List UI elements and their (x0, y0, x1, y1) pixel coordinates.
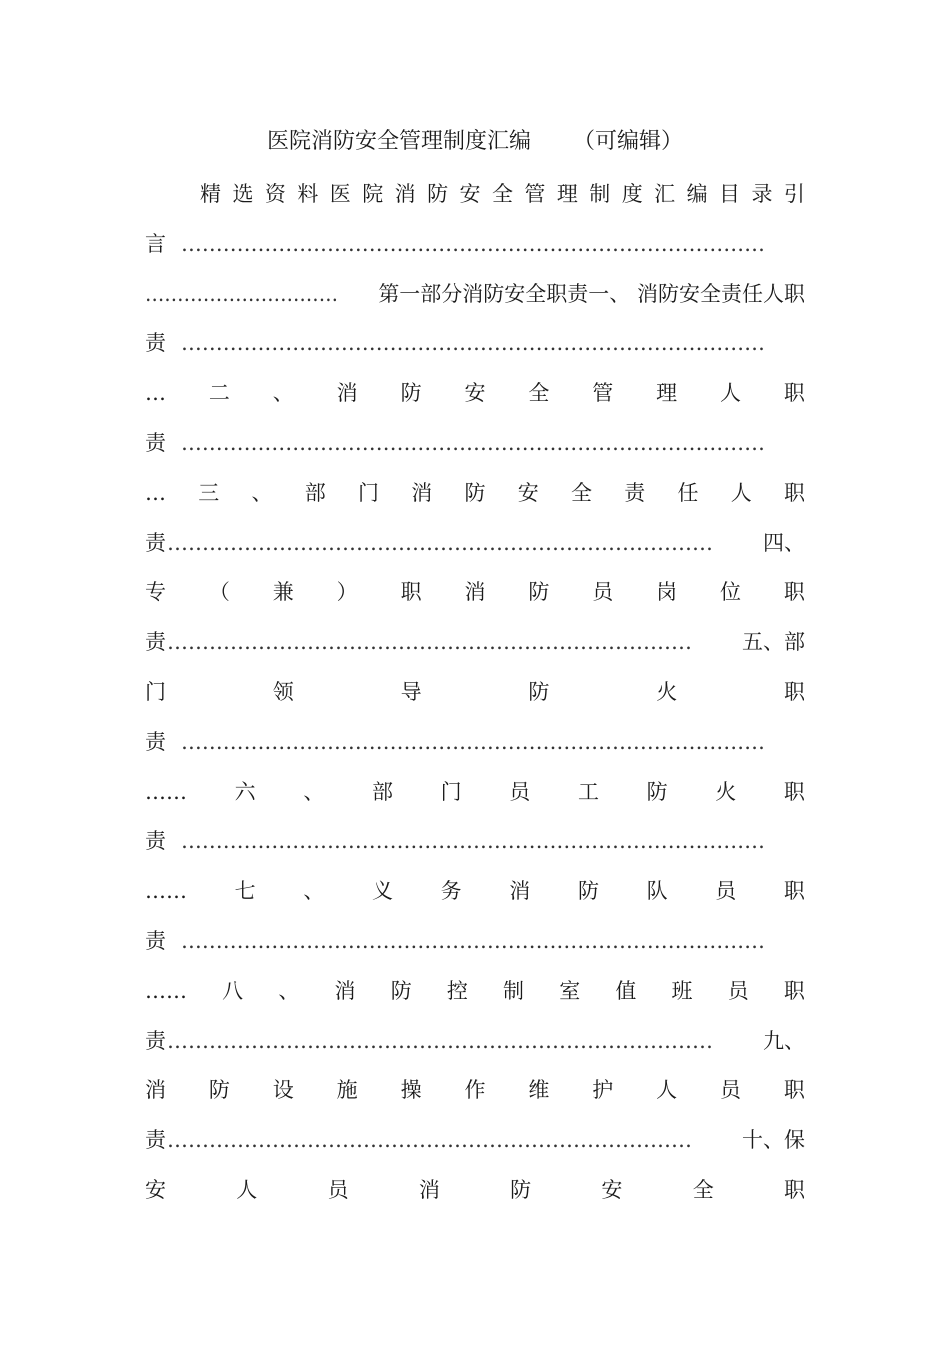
toc-char: 职 (783, 680, 805, 704)
toc-char: 七 (234, 879, 256, 904)
toc-line (145, 823, 805, 859)
toc-char: 、 (278, 978, 300, 1003)
toc-char: 职 (783, 381, 805, 406)
toc-char: 控 (446, 978, 468, 1003)
toc-char: 录 (751, 182, 773, 206)
toc-char: … (145, 480, 166, 505)
toc-char: 院 (362, 182, 384, 206)
toc-char: …… (145, 779, 187, 804)
toc-char: 管 (592, 381, 614, 406)
toc-char: 消 (394, 182, 416, 206)
toc-char: 度 (621, 182, 643, 206)
toc-char: 防 (390, 978, 412, 1003)
toc-char: 制 (503, 978, 525, 1003)
toc-line (145, 574, 805, 610)
toc-char: 防 (427, 182, 449, 206)
toc-char: 防 (528, 680, 550, 704)
toc-char: 消 (509, 879, 531, 904)
toc-line-lead: 责 (145, 829, 166, 854)
toc-char: 值 (615, 978, 637, 1003)
toc-char: 消 (464, 580, 486, 605)
dot-leader: ………………………………………………………………… (167, 1128, 692, 1153)
toc-char: 安 (464, 381, 486, 406)
toc-char: 全 (528, 381, 550, 406)
toc-line-lead: 责 (145, 431, 166, 455)
toc-line-lead: 责 (145, 530, 166, 555)
toc-char: 理 (656, 381, 678, 406)
toc-char: 工 (577, 779, 599, 804)
toc-char: 消 (334, 978, 356, 1003)
toc-line (145, 375, 805, 411)
toc-char: 八 (222, 978, 244, 1003)
toc-char: 防 (577, 879, 599, 904)
toc-char: 安 (517, 480, 539, 505)
toc-char: 消 (145, 1078, 166, 1103)
toc-char: 料 (297, 182, 319, 206)
toc-line-tail: 第一部分消防安全职责一、 消防安全责任人职 (378, 281, 805, 306)
toc-char: ） (336, 580, 358, 605)
toc-line-lead: 责 (145, 1028, 166, 1053)
toc-line-lead: 责 (145, 630, 166, 655)
toc-line (200, 176, 805, 212)
toc-char: 全 (571, 480, 592, 505)
toc-char: 三 (198, 480, 220, 505)
toc-line (145, 325, 805, 361)
toc-char: 责 (624, 480, 646, 505)
toc-char: 安 (601, 1178, 623, 1202)
toc-char: 全 (692, 1178, 714, 1202)
toc-line-tail: 四、 (763, 530, 805, 555)
toc-char: 队 (646, 879, 668, 904)
toc-line-lead: 责 (145, 929, 166, 953)
toc-char: 职 (783, 978, 805, 1003)
toc-char: 职 (783, 580, 805, 605)
toc-char: 职 (783, 879, 805, 904)
toc-char: 员 (327, 1178, 349, 1202)
toc-line-tail: 五、部 (742, 630, 805, 655)
toc-char: 消 (411, 480, 433, 505)
toc-char: 专 (145, 580, 166, 605)
toc-line (145, 774, 805, 810)
toc-char: 汇 (654, 182, 676, 206)
dot-leader: ………………………………………………………………………… (181, 231, 765, 256)
toc-line-lead: 言 (145, 231, 166, 256)
toc-char: 、 (272, 381, 294, 406)
toc-char: 操 (400, 1078, 422, 1103)
toc-char: …… (145, 879, 187, 904)
toc-char: 资 (264, 182, 286, 206)
toc-char: 安 (145, 1178, 166, 1202)
dot-leader: ………………………………………………………………………… (181, 729, 765, 754)
toc-char: 防 (646, 779, 668, 804)
toc-char: 门 (440, 779, 462, 804)
toc-char: 二 (208, 381, 230, 406)
dot-leader: ………………………… (145, 281, 338, 306)
toc-char: 理 (556, 182, 578, 206)
toc-line (145, 724, 805, 760)
dot-leader: …………………………………………………………………… (167, 530, 713, 555)
toc-char: 人 (730, 480, 752, 505)
dot-leader: ………………………………………………………………………… (181, 331, 765, 356)
toc-char: 职 (400, 580, 422, 605)
document-title: 医院消防安全管理制度汇编 （可编辑） (267, 129, 683, 154)
toc-char: 人 (236, 1178, 258, 1202)
toc-line (145, 1023, 805, 1059)
toc-char: 岗 (656, 580, 678, 605)
toc-line (145, 873, 805, 909)
toc-char: 职 (783, 1078, 805, 1103)
toc-char: 导 (400, 680, 422, 704)
toc-char: 员 (509, 779, 531, 804)
toc-char: 精 (200, 182, 221, 206)
toc-line (145, 276, 805, 312)
toc-char: 医 (329, 182, 351, 206)
toc-char: 、 (303, 779, 325, 804)
toc-char: 室 (559, 978, 581, 1003)
toc-char: 员 (720, 1078, 742, 1103)
toc-char: 火 (715, 779, 737, 804)
toc-line (145, 674, 805, 710)
toc-line (145, 624, 805, 660)
toc-char: 编 (686, 182, 708, 206)
toc-char: 、 (303, 879, 325, 904)
dot-leader: ………………………………………………………………… (167, 630, 692, 655)
toc-line-tail: 十、保 (742, 1128, 805, 1153)
toc-char: 护 (592, 1078, 614, 1103)
toc-char: 任 (677, 480, 699, 505)
toc-char: 兼 (272, 580, 294, 605)
toc-char: 员 (592, 580, 614, 605)
toc-char: 义 (371, 879, 393, 904)
toc-char: 职 (783, 779, 805, 804)
toc-char: 门 (145, 680, 166, 704)
toc-line-tail: 九、 (763, 1028, 805, 1053)
toc-char: 六 (234, 779, 256, 804)
toc-char: 员 (715, 879, 737, 904)
toc-char: 防 (400, 381, 422, 406)
toc-char: 引 (783, 182, 805, 206)
toc-char: 门 (358, 480, 379, 505)
toc-char: 班 (671, 978, 693, 1003)
toc-char: 人 (720, 381, 742, 406)
toc-line (145, 475, 805, 511)
toc-char: 消 (336, 381, 358, 406)
toc-line (145, 226, 805, 262)
toc-char: 员 (727, 978, 749, 1003)
toc-char: …… (145, 978, 187, 1003)
toc-char: 选 (232, 182, 254, 206)
toc-char: 职 (784, 480, 805, 505)
toc-char: 火 (656, 680, 678, 704)
toc-char: 目 (719, 182, 740, 206)
toc-char: 领 (272, 680, 294, 704)
toc-char: 、 (251, 480, 273, 505)
toc-char: （ (208, 580, 230, 605)
toc-line (145, 973, 805, 1009)
dot-leader: ………………………………………………………………………… (181, 829, 765, 854)
toc-line (145, 923, 805, 959)
toc-line-lead: 责 (145, 1128, 166, 1153)
toc-char: 务 (440, 879, 462, 904)
toc-char: 管 (524, 182, 546, 206)
toc-char: 设 (272, 1078, 294, 1103)
toc-line (145, 1172, 805, 1208)
toc-char: 维 (528, 1078, 550, 1103)
toc-char: 防 (510, 1178, 532, 1202)
toc-char: 安 (459, 182, 481, 206)
toc-char: 全 (491, 182, 513, 206)
toc-char: 防 (528, 580, 550, 605)
dot-leader: ………………………………………………………………………… (181, 431, 765, 455)
toc-char: 部 (304, 480, 326, 505)
toc-line (145, 525, 805, 561)
toc-char: 消 (418, 1178, 440, 1202)
toc-line-lead: 责 (145, 729, 166, 754)
toc-line (145, 1072, 805, 1108)
toc-char: 部 (371, 779, 393, 804)
toc-char: 职 (783, 1178, 805, 1202)
toc-char: 防 (464, 480, 486, 505)
toc-line (145, 1122, 805, 1158)
toc-char: 位 (720, 580, 742, 605)
toc-char: … (145, 381, 166, 406)
dot-leader: ………………………………………………………………………… (181, 929, 765, 953)
toc-line-lead: 责 (145, 331, 166, 356)
dot-leader: …………………………………………………………………… (167, 1028, 713, 1053)
toc-char: 人 (656, 1078, 678, 1103)
toc-line (145, 425, 805, 461)
toc-char: 制 (589, 182, 611, 206)
toc-char: 作 (464, 1078, 486, 1103)
toc-char: 施 (336, 1078, 358, 1103)
toc-char: 防 (208, 1078, 230, 1103)
